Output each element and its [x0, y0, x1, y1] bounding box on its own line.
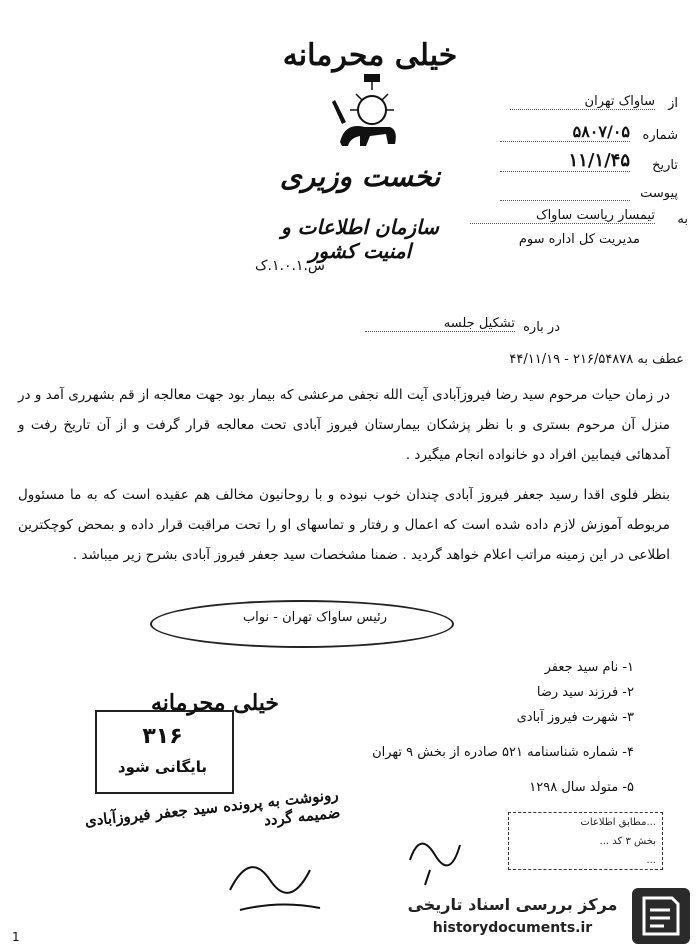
attachment-line — [500, 184, 630, 201]
number-label: شماره — [642, 128, 678, 143]
date-value: ۱۱/۱/۴۵ — [500, 150, 630, 172]
to-label: به — [677, 212, 688, 227]
particular-item: ۱- نام سید جعفر — [544, 660, 634, 675]
particular-item: ۵- متولد سال ۱۲۹۸ — [529, 780, 634, 795]
initials-signature — [400, 820, 480, 890]
page-number: 1 — [12, 930, 20, 944]
date-label: تاریخ — [652, 158, 678, 173]
registry-stamp — [508, 812, 663, 870]
handwritten-signature — [220, 830, 340, 920]
archive-stamp-box — [95, 710, 234, 794]
signer-title: رئیس ساواک تهران - نواب — [242, 610, 388, 625]
to-value: تیمسار ریاست ساواک — [470, 208, 655, 224]
reference-line: عطف به ۲۱۶/۵۴۸۷۸ - ۴۴/۱۱/۱۹ — [509, 352, 684, 367]
to-department: مدیریت کل اداره سوم — [518, 232, 640, 247]
archive-logo-icon — [632, 888, 690, 944]
stamp-label: بایگانی شود — [117, 758, 208, 776]
handwritten-note: رونوشت به پرونده سید جعفر فیروزآبادی ضمیمه گردد — [83, 785, 342, 830]
classification-heading: خیلی محرمانه — [282, 38, 458, 73]
registry-stamp-line: بخش ۳ کد ... — [599, 836, 656, 847]
attachment-label: پیوست — [640, 186, 678, 201]
subject-label: در باره — [523, 320, 560, 335]
registry-stamp-line: ... — [646, 855, 656, 866]
from-value: ساواک تهران — [510, 94, 655, 110]
ministry-title: نخست وزیری — [279, 160, 441, 193]
subject-value: تشکیل جلسه — [365, 316, 515, 332]
number-value: ۵۸۰۷/۰۵ — [500, 122, 630, 142]
particular-item: ۲- فرزند سید رضا — [536, 685, 634, 700]
from-label: از — [668, 96, 678, 111]
stamp-number: ۳۱۶ — [142, 724, 183, 749]
stamp-classification: خیلی محرمانه — [150, 690, 280, 716]
letter-body — [18, 380, 670, 580]
body-paragraph: در زمان حیات مرحوم سید رضا فیروزآبادی آیت الله نجفی مرعشی که بیمار بود جهت معالجه از قم بشهرری آمد و در منزل آن مرحوم بستری و با نظر پزشکان بیمارستان فیروز آبادی تحت معالجه قرار گرفت و از آن تاریخ رفت و آمدهائی فیمابین افراد دو خانواده انجام میگیرد . — [18, 387, 670, 463]
particular-item: ۳- شهرت فیروز آبادی — [516, 710, 634, 725]
organization-code: س.۱.۰.۱.ک — [255, 258, 325, 274]
lion-and-sun-emblem — [320, 72, 410, 162]
watermark-url: historydocuments.ir — [432, 920, 593, 936]
watermark-name: مرکز بررسی اسناد تاریخی — [407, 895, 618, 914]
body-paragraph: بنظر فلوی اقدا رسید جعفر فیروز آبادی چندان خوب نبوده و با روحانیون مخالف هم عقیده است که به ما مسئوول مربوطه آموزش لازم داده شده است که اعمال و رفتار و تماسهای او را تحت مراقبت قرار داده و بمحض کوچکترین اطلاعی در این زمینه مراتب اعلام خواهد گردید . ضمنا مشخصات سید جعفر فیروز آبادی بشرح زیر میباشد . — [18, 487, 670, 563]
registry-stamp-line: ...مطابق اطلاعات — [580, 817, 656, 828]
particular-item: ۴- شماره شناسنامه ۵۲۱ صادره از بخش ۹ تهران — [372, 745, 634, 760]
organization-name: سازمان اطلاعات و امنیت کشور — [281, 215, 439, 263]
